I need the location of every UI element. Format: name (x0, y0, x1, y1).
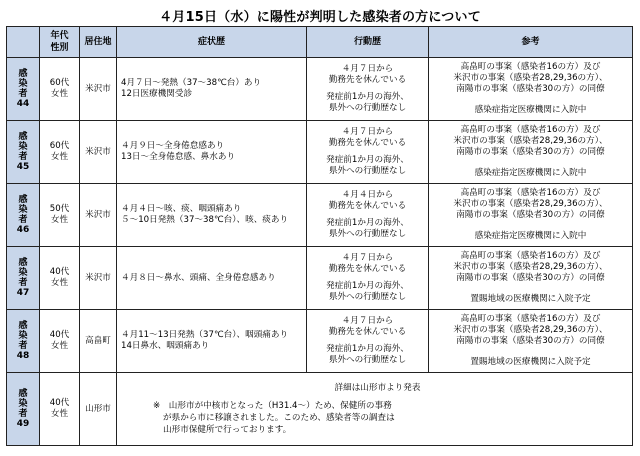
reference-line: 南陽市の事案（感染者30の方）の同僚 (456, 273, 605, 283)
age: 40代 (49, 398, 70, 408)
symptoms-cell (117, 310, 307, 373)
residence: 山形市 (80, 373, 117, 446)
age-sex-cell (40, 310, 80, 373)
header-symptoms: 症状歴 (117, 27, 307, 58)
notice-line: ※ 山形市が中核市となった（H31.4～）ため、保健所の事務 (153, 401, 392, 411)
case-id: 感 染 者 49 (7, 373, 40, 446)
sex: 女性 (50, 409, 69, 419)
activity-line: 勤務先を休んでいる (328, 75, 407, 85)
header-reference: 参考 (429, 27, 633, 58)
reference-line: 置賜地域の医療機関に入院予定 (470, 294, 591, 304)
reference-line: 南陽市の事案（感染者30の方）の同僚 (456, 147, 605, 157)
activity-line: 発症前1か月の海外、 (326, 92, 409, 102)
reference-line: 米沢市の事案（感染者28,29,36の方）、 (453, 199, 608, 209)
sex: 女性 (50, 215, 69, 225)
reference-line: 高畠町の事案（感染者16の方）及び (460, 188, 601, 198)
residence: 米沢市 (80, 184, 117, 247)
activity-cell (307, 58, 429, 121)
reference-cell (429, 58, 633, 121)
residence: 米沢市 (80, 247, 117, 310)
reference-line: 置賜地域の医療機関に入院予定 (470, 357, 591, 367)
case-id: 感 染 者 44 (7, 58, 40, 121)
reference-line: 米沢市の事案（感染者28,29,36の方）、 (453, 73, 608, 83)
notice-heading: 詳細は山形市より発表 (334, 383, 421, 393)
table-row (7, 121, 633, 184)
reference-line: 南陽市の事案（感染者30の方）の同僚 (456, 210, 605, 220)
symptom-line: ４月９日～全身倦怠感あり (121, 141, 225, 151)
symptom-line: ４月11～13日発熱（37℃台）、咽頭痛あり (121, 330, 289, 340)
notice-line: が県から市に移譲されました。このため、感染者等の調査は (163, 413, 395, 423)
symptoms-cell (117, 247, 307, 310)
case-id: 感 染 者 46 (7, 184, 40, 247)
reference-line: 米沢市の事案（感染者28,29,36の方）、 (453, 325, 608, 335)
age-sex-cell (40, 247, 80, 310)
age-sex-cell (40, 58, 80, 121)
sex: 女性 (50, 341, 69, 351)
sex: 女性 (50, 278, 69, 288)
activity-cell (307, 310, 429, 373)
symptom-line: 14日鼻水、咽頭痛あり (121, 341, 210, 351)
activity-line: 県外への行動歴なし (328, 229, 407, 239)
reference-line: 米沢市の事案（感染者28,29,36の方）、 (453, 136, 608, 146)
reference-line: 感染症指定医療機関に入院中 (474, 168, 587, 178)
notice-cell (117, 373, 633, 446)
residence: 米沢市 (80, 58, 117, 121)
reference-line: 南陽市の事案（感染者30の方）の同僚 (456, 336, 605, 346)
age-sex-cell (40, 184, 80, 247)
reference-line: 高畠町の事案（感染者16の方）及び (460, 314, 601, 324)
reference-cell (429, 184, 633, 247)
table-row (7, 310, 633, 373)
age: 60代 (49, 78, 70, 88)
activity-line: 県外への行動歴なし (328, 166, 407, 176)
activity-line: 県外への行動歴なし (328, 292, 407, 302)
symptom-line: 4月７日～発熱（37～38℃台）あり (121, 78, 262, 88)
activity-line: 県外への行動歴なし (328, 355, 407, 365)
age-sex-cell (40, 373, 80, 446)
reference-line: 感染症指定医療機関に入院中 (474, 105, 587, 115)
activity-line: ４月７日から (341, 253, 394, 263)
header-residence: 居住地 (80, 27, 117, 58)
symptom-line: 12日医療機関受診 (121, 89, 193, 99)
symptom-line: ５～10日発熱（37～38℃台）、咳、痰あり (121, 215, 289, 225)
reference-cell (429, 121, 633, 184)
activity-line: 県外への行動歴なし (328, 103, 407, 113)
symptom-line: 13日～全身倦怠感、鼻水あり (121, 152, 236, 162)
activity-cell (307, 184, 429, 247)
sex: 女性 (50, 89, 69, 99)
reference-line: 感染症指定医療機関に入院中 (474, 231, 587, 241)
sex: 女性 (50, 152, 69, 162)
case-id: 感 染 者 45 (7, 121, 40, 184)
activity-line: ４月４日から (341, 190, 394, 200)
symptoms-cell (117, 58, 307, 121)
header-id (7, 27, 40, 58)
table-row (7, 373, 633, 446)
table-row (7, 184, 633, 247)
notice-line: 山形市保健所で行っております。 (163, 425, 292, 435)
activity-line: 勤務先を休んでいる (328, 138, 407, 148)
reference-line: 南陽市の事案（感染者30の方）の同僚 (456, 84, 605, 94)
activity-line: ４月７日から (341, 64, 394, 74)
activity-line: 発症前1か月の海外、 (326, 281, 409, 291)
page-title: ４月15日（水）に陽性が判明した感染者の方について (159, 10, 481, 25)
activity-line: 発症前1か月の海外、 (326, 344, 409, 354)
reference-cell (429, 247, 633, 310)
activity-line: 勤務先を休んでいる (328, 264, 407, 274)
age: 40代 (49, 267, 70, 277)
cases-table (6, 26, 633, 446)
activity-cell (307, 121, 429, 184)
age: 50代 (49, 204, 70, 214)
age: 60代 (49, 141, 70, 151)
symptoms-cell (117, 184, 307, 247)
activity-line: 勤務先を休んでいる (328, 201, 407, 211)
symptom-line: ４月８日～鼻水、頭痛、全身倦怠感あり (121, 272, 276, 283)
table-header-row (7, 27, 633, 58)
reference-cell (429, 310, 633, 373)
symptoms-cell (117, 121, 307, 184)
activity-cell (307, 247, 429, 310)
age: 40代 (49, 330, 70, 340)
header-age-sex: 年代 性別 (40, 27, 80, 58)
residence: 米沢市 (80, 121, 117, 184)
activity-line: ４月７日から (341, 316, 394, 326)
case-id: 感 染 者 47 (7, 247, 40, 310)
table-row (7, 58, 633, 121)
age-sex-cell (40, 121, 80, 184)
reference-line: 高畠町の事案（感染者16の方）及び (460, 251, 601, 261)
header-activity: 行動歴 (307, 27, 429, 58)
table-row (7, 247, 633, 310)
residence: 高畠町 (80, 310, 117, 373)
activity-line: ４月７日から (341, 127, 394, 137)
reference-line: 米沢市の事案（感染者28,29,36の方）、 (453, 262, 608, 272)
activity-line: 発症前1か月の海外、 (326, 218, 409, 228)
activity-line: 発症前1か月の海外、 (326, 155, 409, 165)
reference-line: 高畠町の事案（感染者16の方）及び (460, 125, 601, 135)
case-id: 感 染 者 48 (7, 310, 40, 373)
reference-line: 高畠町の事案（感染者16の方）及び (460, 62, 601, 72)
symptom-line: ４月４日～咳、痰、咽頭痛あり (121, 204, 242, 214)
activity-line: 勤務先を休んでいる (328, 327, 407, 337)
